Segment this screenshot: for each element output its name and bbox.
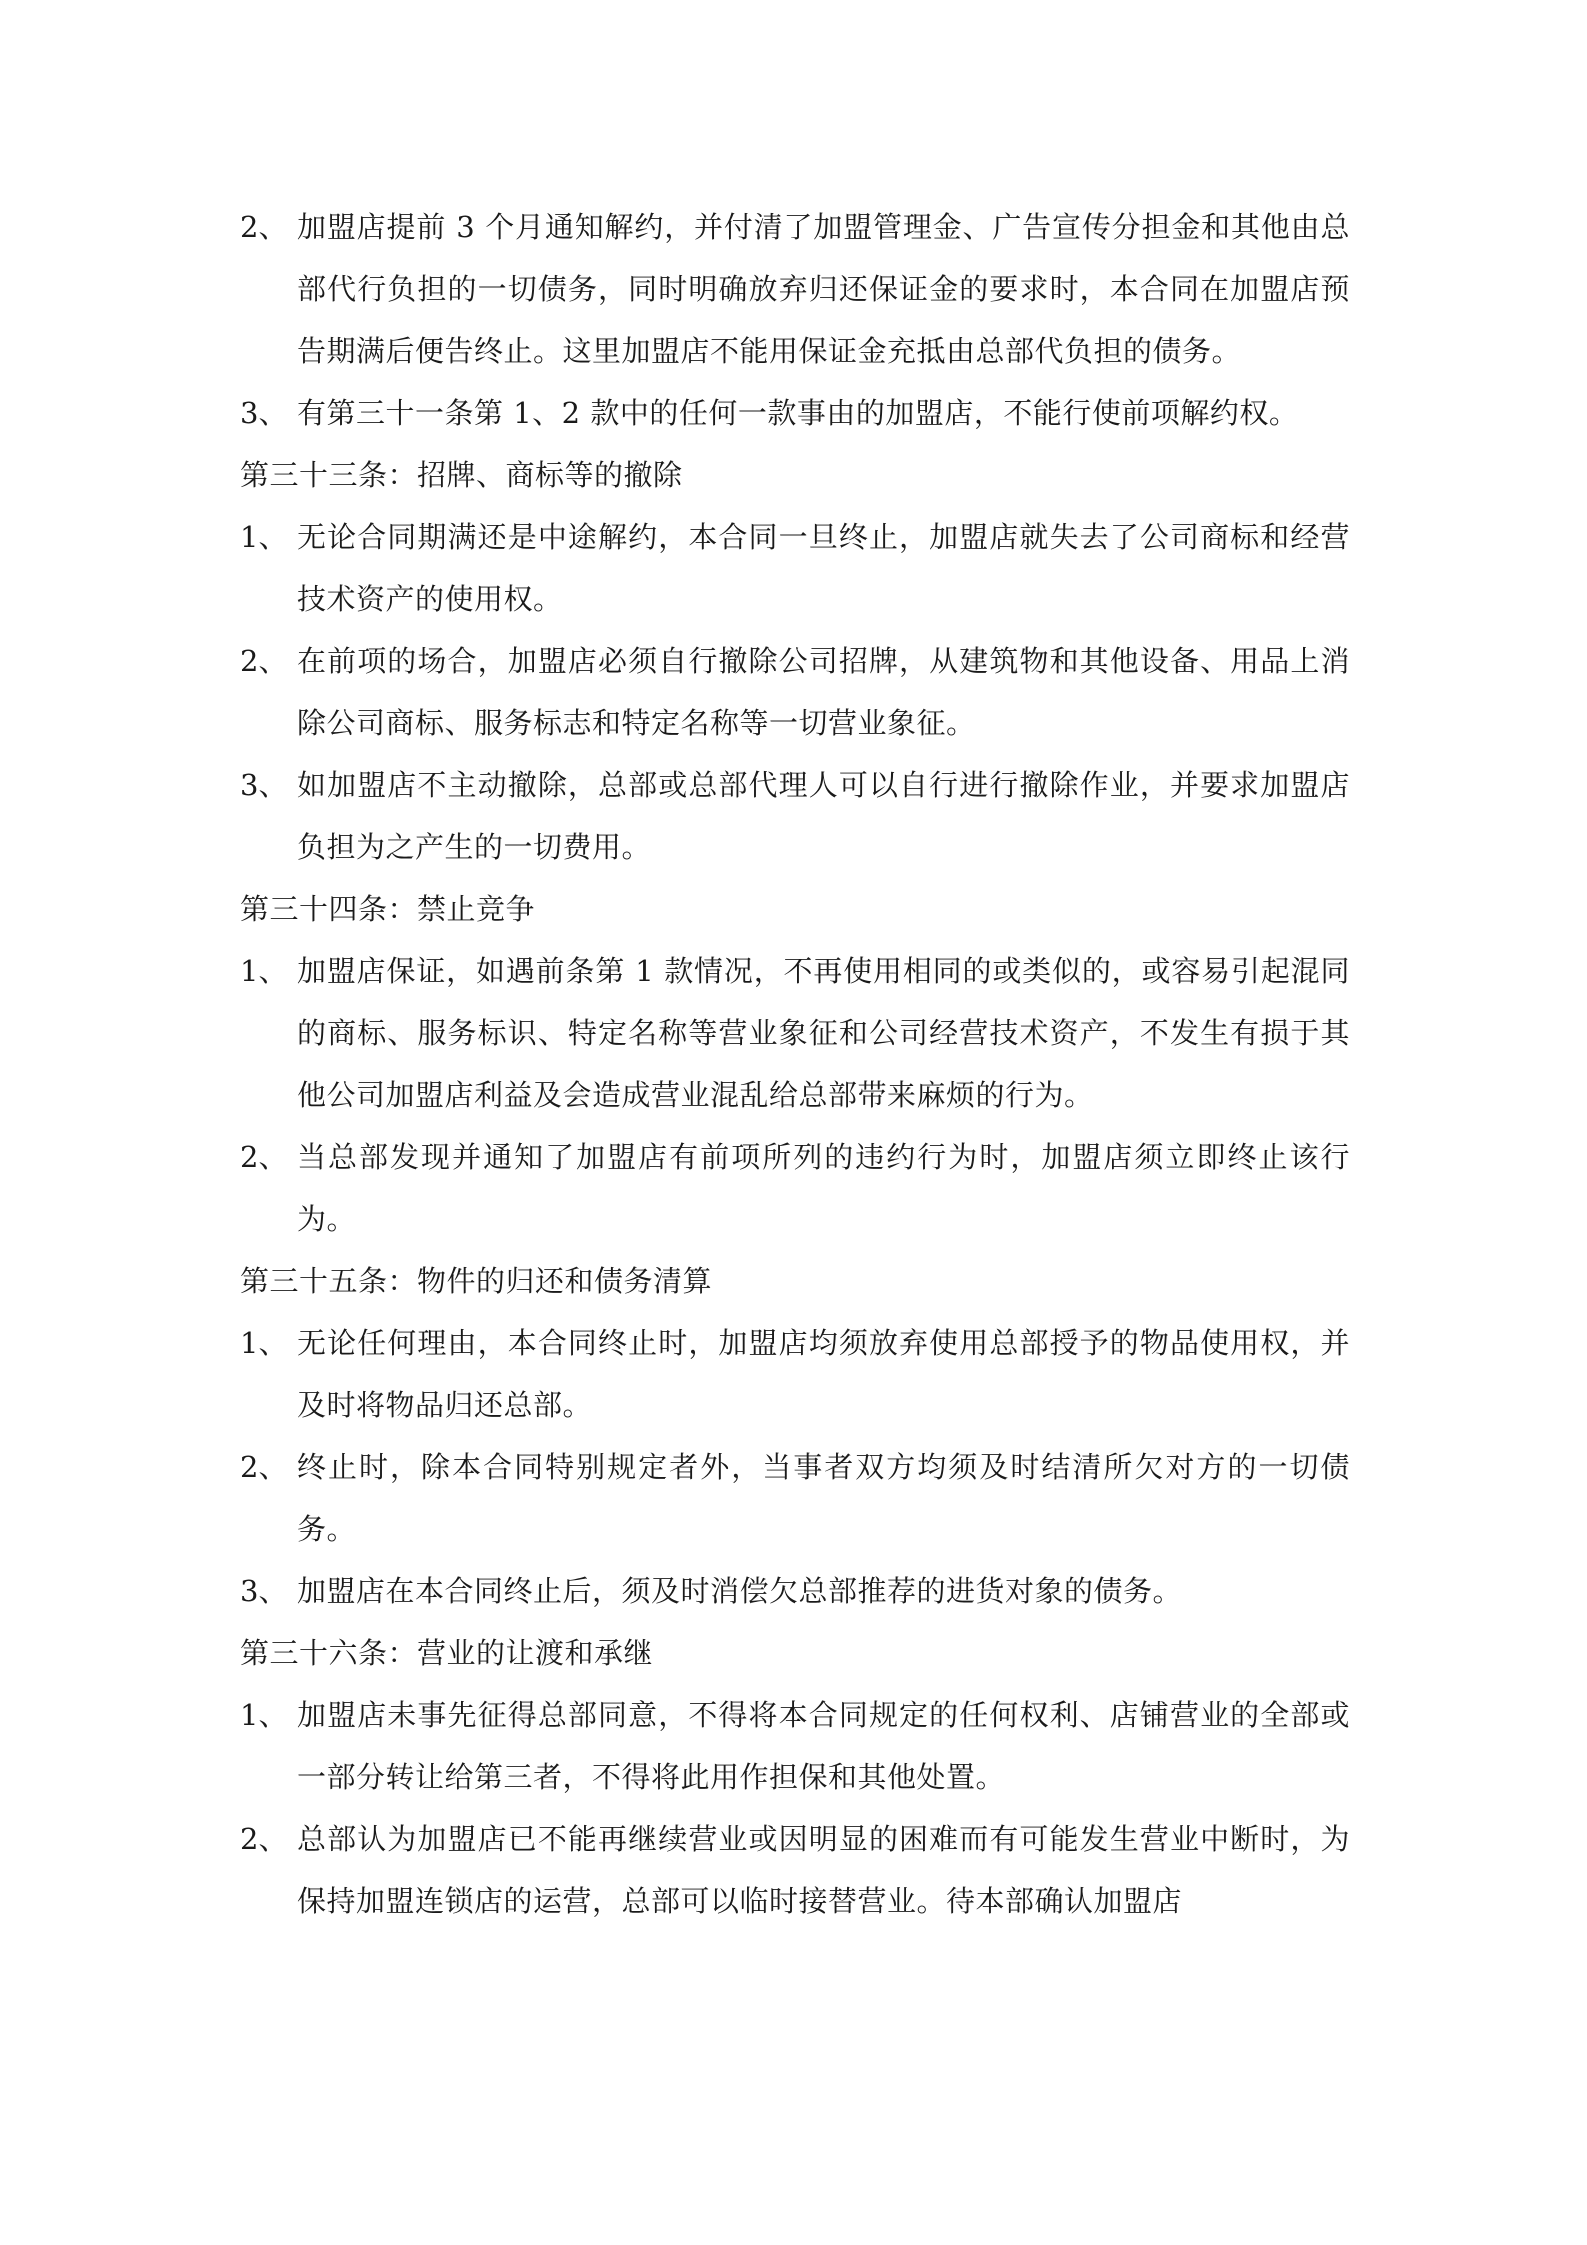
clause-item: [240, 1126, 1350, 1250]
item-number: 1、: [240, 520, 288, 554]
item-number: 2、: [240, 1140, 288, 1174]
item-number: 1、: [240, 1326, 288, 1360]
item-text: 加盟店未事先征得总部同意，不得将本合同规定的任何权利、店铺营业的全部或一部分转让给第三者，不得将此用作担保和其他处置。: [297, 1698, 1350, 1794]
clause-item: [240, 1808, 1350, 1932]
item-text: 无论任何理由，本合同终止时，加盟店均须放弃使用总部授予的物品使用权，并及时将物品归还总部。: [297, 1326, 1350, 1422]
clause-item: [240, 1684, 1350, 1808]
clause-item: [240, 196, 1350, 382]
item-number: 1、: [240, 954, 288, 988]
clause-item: [240, 1560, 1350, 1622]
item-number: 1、: [240, 1698, 288, 1732]
clause-item: [240, 506, 1350, 630]
item-text: 无论合同期满还是中途解约，本合同一旦终止，加盟店就失去了公司商标和经营技术资产的使用权。: [297, 520, 1350, 616]
article-heading: 第三十四条：禁止竞争: [240, 892, 536, 926]
article-heading: 第三十六条：营业的让渡和承继: [240, 1636, 654, 1670]
clause-item: [240, 382, 1350, 444]
item-text: 终止时，除本合同特别规定者外，当事者双方均须及时结清所欠对方的一切债务。: [297, 1450, 1350, 1546]
item-number: 3、: [240, 396, 288, 430]
clause-item: [240, 754, 1350, 878]
item-text: 总部认为加盟店已不能再继续营业或因明显的困难而有可能发生营业中断时，为保持加盟连锁店的运营，总部可以临时接替营业。待本部确认加盟店: [297, 1822, 1350, 1918]
clause-item: [240, 1312, 1350, 1436]
item-text: 如加盟店不主动撤除，总部或总部代理人可以自行进行撤除作业，并要求加盟店负担为之产生的一切费用。: [297, 768, 1350, 864]
clause-item: [240, 1436, 1350, 1560]
item-text: 有第三十一条第 1、2 款中的任何一款事由的加盟店，不能行使前项解约权。: [297, 396, 1299, 430]
item-text: 在前项的场合，加盟店必须自行撤除公司招牌，从建筑物和其他设备、用品上消除公司商标、服务标志和特定名称等一切营业象征。: [297, 644, 1350, 740]
item-text: 当总部发现并通知了加盟店有前项所列的违约行为时，加盟店须立即终止该行为。: [297, 1140, 1350, 1236]
article-heading: 第三十五条：物件的归还和债务清算: [240, 1264, 713, 1298]
document-body: [240, 196, 1350, 1932]
item-text: 加盟店提前 3 个月通知解约，并付清了加盟管理金、广告宣传分担金和其他由总部代行负担的一切债务，同时明确放弃归还保证金的要求时，本合同在加盟店预告期满后便告终止。这里加盟店不能用保证金充抵由总部代负担的债务。: [297, 210, 1350, 368]
clause-item: [240, 630, 1350, 754]
article-heading: 第三十三条：招牌、商标等的撤除: [240, 458, 683, 492]
item-number: 2、: [240, 210, 288, 244]
item-text: 加盟店保证，如遇前条第 1 款情况，不再使用相同的或类似的，或容易引起混同的商标、服务标识、特定名称等营业象征和公司经营技术资产，不发生有损于其他公司加盟店利益及会造成营业混乱给总部带来麻烦的行为。: [297, 954, 1350, 1112]
item-number: 2、: [240, 1450, 288, 1484]
item-number: 2、: [240, 644, 288, 678]
item-text: 加盟店在本合同终止后，须及时消偿欠总部推荐的进货对象的债务。: [297, 1574, 1183, 1608]
item-number: 3、: [240, 1574, 288, 1608]
item-number: 2、: [240, 1822, 288, 1856]
clause-item: [240, 940, 1350, 1126]
item-number: 3、: [240, 768, 288, 802]
